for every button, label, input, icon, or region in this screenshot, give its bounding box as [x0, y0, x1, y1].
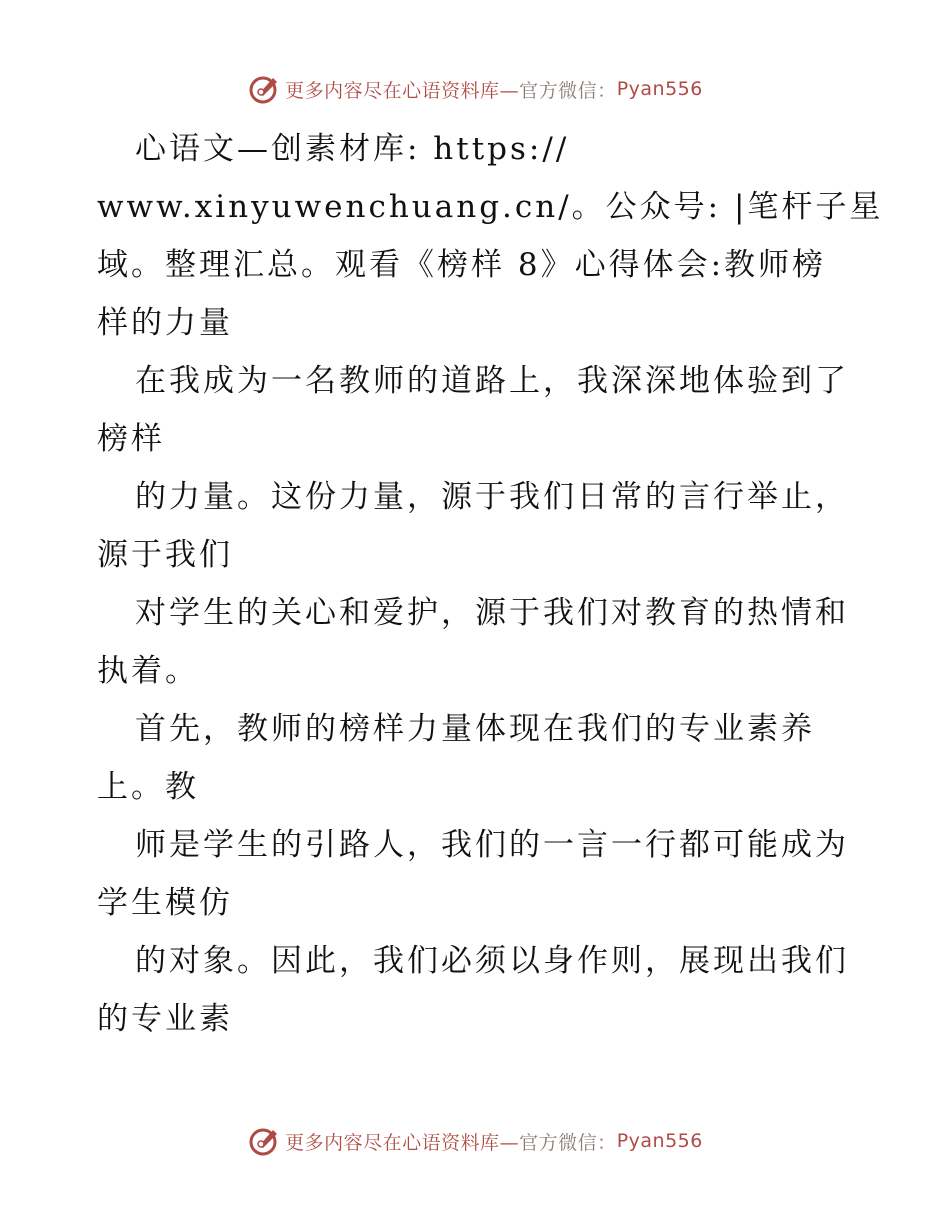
body-line: 的专业素 [97, 1001, 233, 1037]
body-line: 首先，教师的榜样力量体现在我们的专业素养 [135, 711, 815, 747]
body-line: 心语文—创素材库: https:// [135, 131, 570, 167]
banner-wechat-label: 官方微信： [519, 79, 617, 102]
body-line: www.xinyuwenchuang.cn/。公众号: |笔杆子星 [97, 189, 884, 225]
body-line: 样的力量 [97, 305, 233, 341]
banner-main-text: 更多内容尽在心语资料库— [285, 79, 520, 102]
document-body [97, 120, 884, 1048]
body-line: 源于我们 [97, 537, 233, 573]
body-line: 执着。 [97, 653, 199, 689]
banner-wechat-id: Pyan556 [616, 1130, 703, 1152]
body-line: 的对象。因此，我们必须以身作则，展现出我们 [135, 943, 849, 979]
pen-nib-circle-icon [247, 72, 281, 106]
pen-nib-circle-icon [247, 1124, 281, 1158]
body-line: 师是学生的引路人，我们的一言一行都可能成为 [135, 827, 849, 863]
banner-wechat-label: 官方微信： [519, 1131, 617, 1154]
banner-main-text: 更多内容尽在心语资料库— [285, 1131, 520, 1154]
body-line: 在我成为一名教师的道路上，我深深地体验到了 [135, 363, 849, 399]
header-banner [0, 72, 950, 106]
body-line: 域。整理汇总。观看《榜样 8》心得体会:教师榜 [97, 247, 827, 283]
body-line: 学生模仿 [97, 885, 233, 921]
body-line: 榜样 [97, 421, 165, 457]
body-line: 对学生的关心和爱护，源于我们对教育的热情和 [135, 595, 849, 631]
footer-banner [0, 1124, 950, 1158]
body-line: 上。教 [97, 769, 199, 805]
body-line: 的力量。这份力量，源于我们日常的言行举止， [135, 479, 849, 515]
banner-wechat-id: Pyan556 [616, 78, 703, 100]
